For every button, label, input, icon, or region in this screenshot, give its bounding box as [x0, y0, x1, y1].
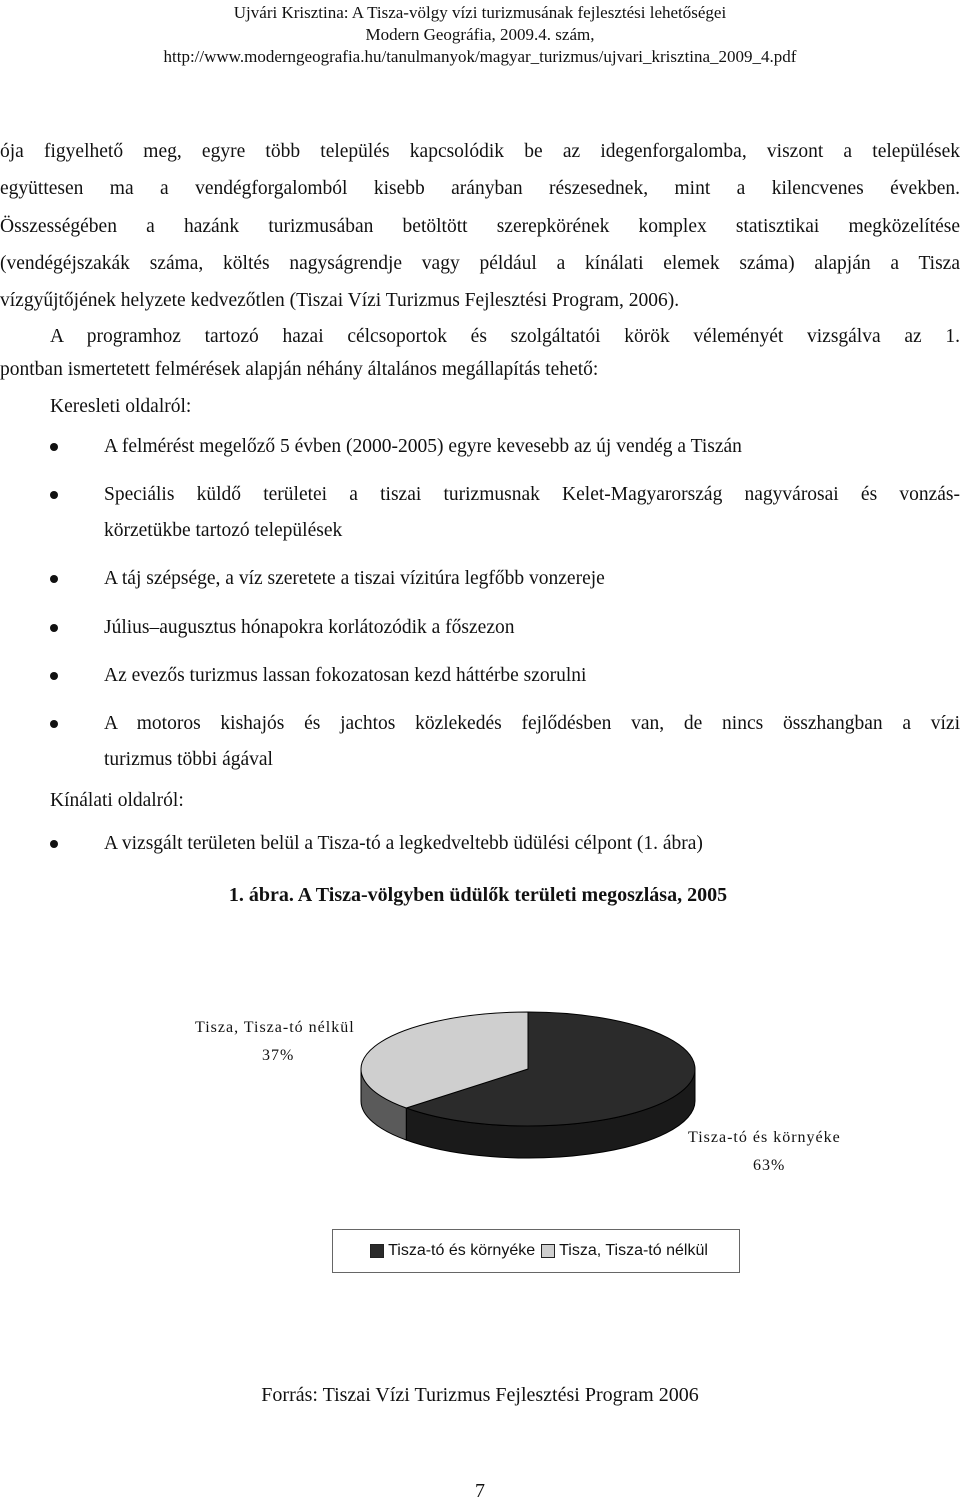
list-item: Július–augusztus hónapokra korlátozódik a főszezon	[104, 617, 515, 638]
list-item: A felmérést megelőző 5 évben (2000-2005) egyre kevesebb az új vendég a Tiszán	[104, 436, 742, 457]
body-line: pontban ismertetett felmérések alapján néhány általános megállapítás tehető:	[0, 359, 599, 380]
page-number: 7	[475, 1480, 485, 1502]
legend-item	[535, 1242, 708, 1260]
legend-swatch	[541, 1244, 555, 1258]
bullet-icon	[50, 575, 58, 583]
bullet-icon	[50, 672, 58, 680]
list-item: A motoros kishajós és jachtos közlekedés fejlődésben van, de nincs összhangban a vízi	[104, 713, 960, 734]
list-item: A táj szépsége, a víz szeretete a tiszai vízitúra legfőbb vonzereje	[104, 568, 605, 589]
data-label-value: 63%	[753, 1157, 786, 1174]
data-label-value: 37%	[262, 1047, 295, 1064]
bullet-icon	[50, 443, 58, 451]
body-line: (vendégéjszakák száma, költés nagyságrendje vagy például a kínálati elemek száma) alapján a Tisza	[0, 253, 960, 274]
body-line: együttesen ma a vendégforgalomból kisebb arányban részesednek, mint a kilencvenes években.	[0, 178, 960, 199]
list-item: Speciális küldő területei a tiszai turizmusnak Kelet-Magyarország nagyvárosai és vonzás-	[104, 484, 960, 505]
section-heading-demand: Keresleti oldalról:	[50, 396, 192, 417]
legend-label: Tisza, Tisza-tó nélkül	[559, 1242, 708, 1259]
figure-source: Forrás: Tiszai Vízi Turizmus Fejlesztési Program 2006	[261, 1384, 699, 1406]
running-header	[0, 2, 960, 68]
legend-swatch	[370, 1244, 384, 1258]
header-title: Ujvári Krisztina: A Tisza-völgy vízi turizmusának fejlesztési lehetőségei	[233, 3, 727, 22]
chart-legend	[332, 1229, 740, 1273]
legend-label: Tisza-tó és környéke	[388, 1242, 536, 1259]
list-item: A vizsgált területen belül a Tisza-tó a legkedveltebb üdülési célpont (1. ábra)	[104, 833, 703, 854]
header-journal: Modern Geográfia, 2009.4. szám,	[365, 25, 595, 44]
body-line: vízgyűjtőjének helyzete kedvezőtlen (Tiszai Vízi Turizmus Fejlesztési Program, 2006).	[0, 290, 680, 311]
section-heading-supply: Kínálati oldalról:	[50, 790, 184, 811]
list-item: Az evezős turizmus lassan fokozatosan kezd háttérbe szorulni	[104, 665, 587, 686]
legend-item	[364, 1242, 535, 1260]
bullet-icon	[50, 491, 58, 499]
body-line: A programhoz tartozó hazai célcsoportok és szolgáltatói körök véleményét vizsgálva az 1.	[50, 326, 960, 347]
bullet-icon	[50, 840, 58, 848]
body-line: Összességében a hazánk turizmusában betöltött szerepkörének komplex statisztikai megközelítése	[0, 216, 960, 237]
figure-caption: 1. ábra. A Tisza-völgyben üdülők területi megoszlása, 2005	[228, 884, 728, 906]
list-item-continuation: turizmus többi ágával	[104, 749, 273, 770]
data-label-name: Tisza, Tisza-tó nélkül	[195, 1019, 355, 1036]
body-line: ója figyelhető meg, egyre több település kapcsolódik be az idegenforgalomba, viszont a települések	[0, 141, 960, 162]
data-label-name: Tisza-tó és környéke	[688, 1129, 841, 1146]
bullet-icon	[50, 720, 58, 728]
list-item-continuation: körzetükbe tartozó települések	[104, 520, 343, 541]
header-url[interactable]: http://www.moderngeografia.hu/tanulmanyok/magyar_turizmus/ujvari_krisztina_2009_4.pdf	[163, 47, 797, 66]
bullet-icon	[50, 624, 58, 632]
